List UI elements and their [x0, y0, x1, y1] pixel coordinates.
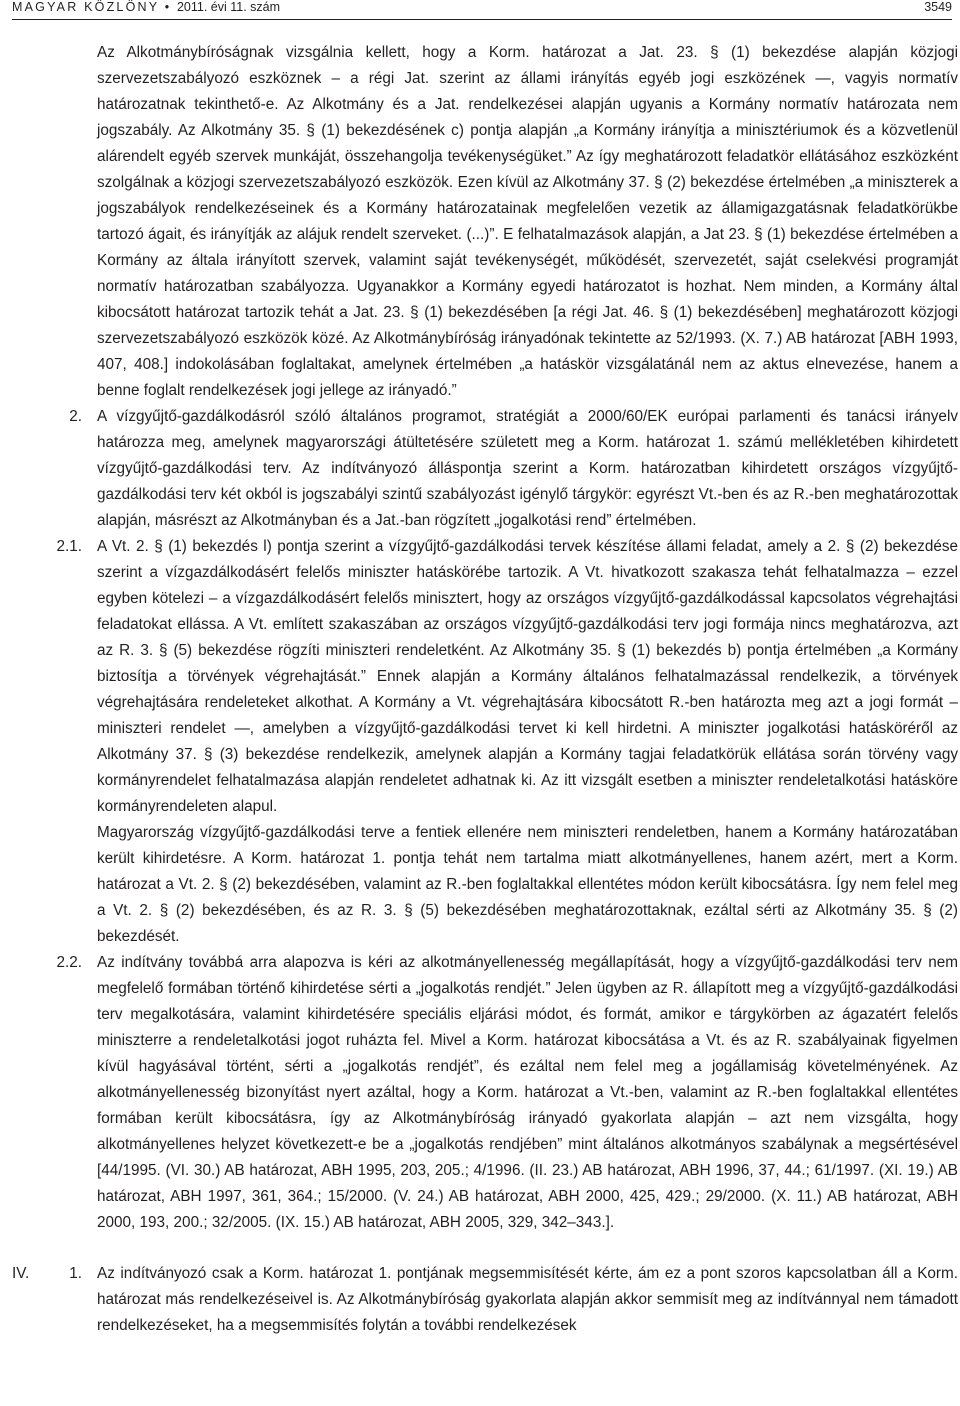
journal-title: MAGYAR KÖZLÖNY	[12, 0, 160, 14]
paragraph-2-1-continued	[97, 820, 958, 950]
paragraph-number: 2.2.	[56, 954, 82, 971]
paragraph-text: A vízgyűjtő-gazdálkodásról szóló általános programot, stratégiát a 2000/60/EK európai parlamenti és tanácsi irányelv határozza meg, amelynek magyarországi átültetésére született meg a Korm. határozat 1. számú mellékletében kihirdetett vízgyűjtő-gazdálkodási terv. Az indítványozó álláspontja szerint a Korm. határozatban kihirdetett országos vízgyűjtő-gazdálkodási terv két okból is jogszabályi szintű szabályozást igénylő tárgykör: egyrészt Vt.-ben és az R.-ben meghatározottak alapján, másrészt az Alkotmányban és a Jat.-ban rögzített „jogalkotási rend” értelmében.	[97, 408, 958, 529]
section-number: IV.	[12, 1265, 30, 1282]
paragraph-text: A Vt. 2. § (1) bekezdés l) pontja szerint a vízgyűjtő-gazdálkodási tervek készítése állami feladat, amely a 2. § (2) bekezdése szerint a vízgazdálkodásért felelős miniszter hatáskörébe tartozik. A Vt. hivatkozott szakasza tehát felhatalmazza – ezzel egyben kötelezi – a vízgazdálkodásért felelős minisztert, hogy az országos vízgyűjtő-gazdálkodással kapcsolatos végrehajtási feladatokat ellássa. A Vt. említett szakaszában az országos vízgyűjtő-gazdálkodási terv jogi formája nincs meghatározva, azt az R. 3. § (5) bekezdése rögzíti miniszteri rendeletként. Az Alkotmány 35. § (1) bekezdés b) pontja értelmében „a Kormány biztosítja a törvények végrehajtását.” Ennek alapján a Kormány általános felhatalmazással rendelkezik, a törvények végrehajtására rendeleteket alkothat. A Kormány a Vt. végrehajtására kibocsátott R.-ben határozta meg azt a jogi formát – miniszteri rendelet —, amelyben a vízgyűjtő-gazdálkodási tervet ki kell hirdetni. A miniszter jogalkotási hatásköréről az Alkotmány 37. § (3) bekezdése rendelkezik, amelynek alapján a Kormány tagjai feladatkörük ellátása során törvény vagy kormányrendelet felhatalmazása alapján rendeletet adhatnak ki. Az itt vizsgált esetben a miniszter rendeletalkotási hatásköre kormányrendeleten alapul.	[97, 538, 958, 815]
page-header	[0, 0, 960, 20]
paragraph-2-2	[56, 950, 958, 1236]
header-rule	[12, 19, 952, 20]
paragraph-text: Az Alkotmánybíróságnak vizsgálnia kellett, hogy a Korm. határozat a Jat. 23. § (1) bekezdése alapján közjogi szervezetszabályozó eszköznek – a régi Jat. szerint az állami irányítás egyéb jogi eszközének —, vagyis normatív határozatnak tekinthető-e. Az Alkotmány és a Jat. rendelkezései alapján ugyanis a Kormány normatív határozata nem jogszabály. Az Alkotmány 35. § (1) bekezdésének c) pontja alapján „a Kormány irányítja a minisztériumok és a közvetlenül alárendelt egyéb szervek munkáját, összehangolja tevékenységüket.” Az így meghatározott feladatkör ellátásához eszközként szolgálnak a közjogi szervezetszabályozó eszközök. Ezen kívül az Alkotmány 37. § (2) bekezdése értelmében „a miniszterek a jogszabályok rendelkezéseinek és a Kormány határozatainak megfelelően vezetik az államigazgatásnak feladatkörükbe tartozó ágait, és irányítják az alájuk rendelt szerveket. (...)”. E felhatalmazások alapján, a Jat 23. § (1) bekezdése értelmében a Kormány az általa irányított szervek, valamint saját tevékenységét, működését, szervezetét, saját cselekvési programját normatív határozatban szabályozza. Ugyanakkor a Kormány egyedi határozatot is hozhat. Nem minden, a Kormány által kibocsátott határozat tartozik tehát a Jat. 23. § (1) bekezdésében [a régi Jat. 46. § (1) bekezdésében] meghatározott közjogi szervezetszabályozó eszközök közé. Az Alkotmánybíróság irányadónak tekintette az 52/1993. (X. 7.) AB határozat [ABH 1993, 407, 408.] indokolásában foglaltakat, amelynek értelmében „a hatáskör vizsgálatánál nem az aktus elnevezése, hanem a benne foglalt rendelkezések jogi jellege az irányadó.”	[97, 44, 958, 399]
paragraph-iv-1	[12, 1261, 958, 1339]
page-number: 3549	[924, 0, 952, 14]
section-gap	[0, 1236, 960, 1261]
header-bullet: •	[164, 0, 172, 14]
paragraph-text: Magyarország vízgyűjtő-gazdálkodási terve a fentiek ellenére nem miniszteri rendeletben, hanem a Kormány határozatában került kihirdetésre. A Korm. határozat 1. pontja tehát nem tartalma miatt alkotmányellenes, hanem azért, mert a Korm. határozat a Vt. 2. § (2) bekezdésében, valamint az R.-ben foglaltakkal ellentétes módon került kibocsátásra. Így nem felel meg a Vt. 2. § (2) bekezdésében, és az R. 3. § (5) bekezdésében meghatározottaknak, ezáltal sérti az Alkotmány 35. § (2) bekezdését.	[97, 824, 958, 945]
paragraph-text: Az indítványozó csak a Korm. határozat 1. pontjának megsemmisítését kérte, ám ez a pont szoros kapcsolatban áll a Korm. határozat más rendelkezéseivel is. Az Alkotmánybíróság gyakorlata alapján akkor semmisít meg az indítvánnyal nem támadott rendelkezéseket, ha a megsemmisítés folytán a további rendelkezések	[97, 1265, 958, 1334]
paragraph-text: Az indítvány továbbá arra alapozva is kéri az alkotmányellenesség megállapítását, hogy a vízgyűjtő-gazdálkodási terv nem megfelelő formában történő kihirdetése sérti a „jogalkotás rendjét.” Jelen ügyben az R. állapított meg a vízgyűjtő-gazdálkodási terv megalkotására, valamint kihirdetésére speciális eljárási módot, és formát, amikor e tárgykörben az ágazatért felelős miniszterre a rendeletalkotási jogot ruházta fel. Mivel a Korm. határozat kibocsátása a Vt. és az R. szabályainak figyelmen kívül hagyásával történt, sérti a „jogalkotás rendjét”, és ezáltal nem felel meg a jogállamiság követelményének. Az alkotmányellenesség bizonyítást nyert azáltal, hogy a Korm. határozat a Vt.-ben, valamint az R.-ben foglaltakkal ellentétes formában került kibocsátásra, így az Alkotmánybíróság irányadó gyakorlata alapján – azt nem vizsgálta, hogy alkotmányellenes helyzet következett-e be a „jogalkotás rendjében” mint általános alkotmányos szabálynak a megsértésével [44/1995. (VI. 30.) AB határozat, ABH 1995, 203, 205.; 4/1996. (II. 23.) AB határozat, ABH 1996, 37, 44.; 61/1997. (XI. 19.) AB határozat, ABH 1997, 361, 364.; 15/2000. (V. 24.) AB határozat, ABH 2000, 425, 429.; 29/2000. (X. 11.) AB határozat, ABH 2000, 193, 200.; 32/2005. (IX. 15.) AB határozat, ABH 2005, 329, 342–343.].	[97, 954, 958, 1231]
issue-date: 2011. évi 11. szám	[176, 0, 281, 14]
paragraph-number: 2.	[69, 408, 82, 425]
paragraph-number: 1.	[69, 1265, 82, 1282]
paragraph-number: 2.1.	[56, 538, 82, 555]
paragraph-intro	[97, 40, 958, 404]
running-head	[12, 0, 280, 14]
paragraph-2	[69, 404, 958, 534]
paragraph-2-1	[56, 534, 958, 820]
document-body	[0, 40, 960, 1339]
